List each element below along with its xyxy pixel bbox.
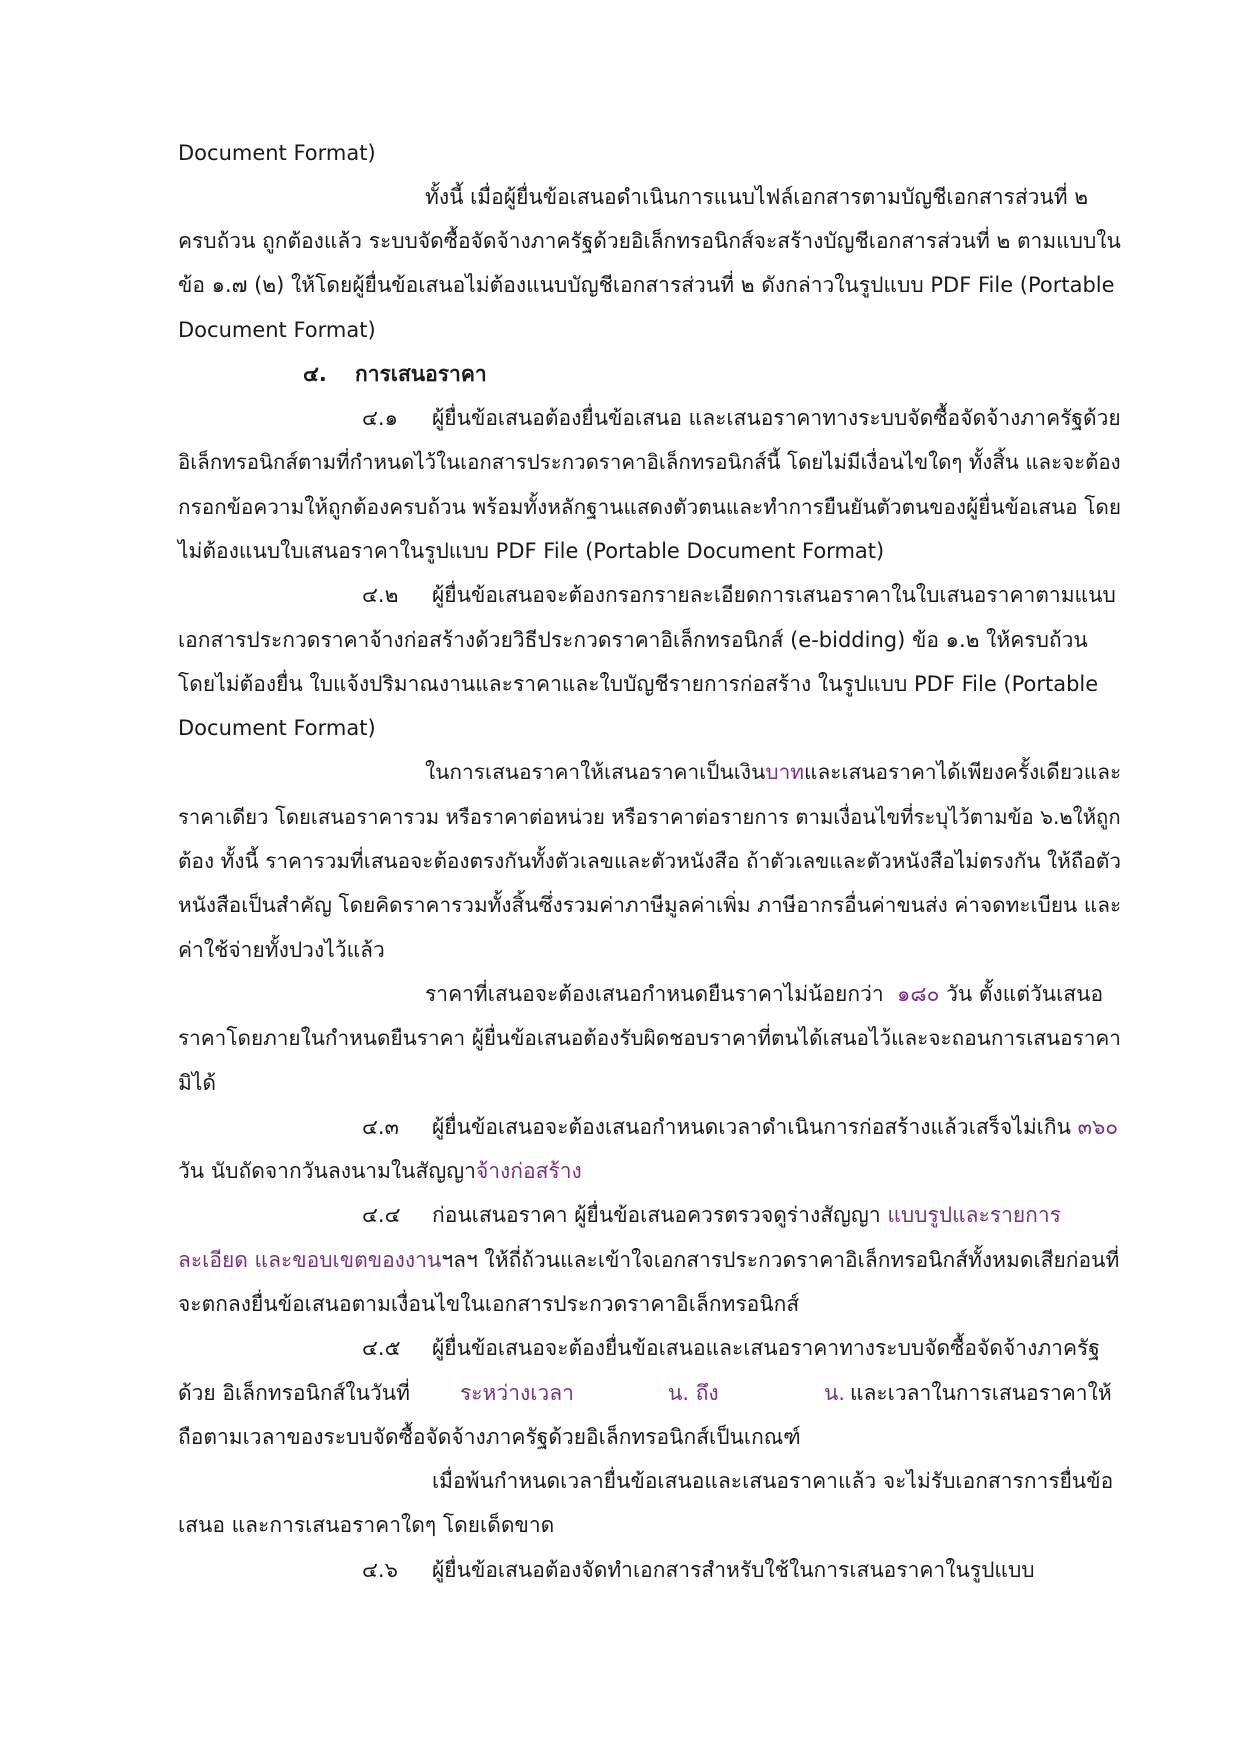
text-span: วัน นับถัดจากวันลงนามในสัญญา <box>178 1159 476 1183</box>
text-line: ราคาเดียว โดยเสนอราคารวม หรือราคาต่อหน่วย หรือราคาต่อรายการ ตามเงื่อนไขที่ระบุไว้ตามข้อ ๖.๒ให้ถูก <box>178 805 1121 829</box>
text-span: ฯลฯ ให้ถี่ถ้วนและเข้าใจเอกสารประกวดราคาอิเล็กทรอนิกส์ทั้งหมดเสียก่อนที่ <box>441 1248 1120 1272</box>
text-line: ผู้ยื่นข้อเสนอจะต้องยื่นข้อเสนอและเสนอราคาทางระบบจัดซื้อจัดจ้างภาครัฐ <box>432 1336 1100 1360</box>
item-number: ๔.๕ <box>362 1336 401 1360</box>
highlight-field: แบบรูปและรายการ <box>887 1203 1061 1227</box>
text-line: และเวลาในการเสนอราคาให้ <box>850 1381 1112 1405</box>
text-line: Document Format) <box>178 318 376 342</box>
highlight-field: จ้างก่อสร้าง <box>475 1159 582 1183</box>
highlight-field: ระหว่างเวลา <box>460 1381 574 1405</box>
text-line: Document Format) <box>178 716 376 740</box>
highlight-field: ๑๘๐ <box>897 982 940 1006</box>
text-line: ราคาโดยภายในกำหนดยืนราคา ผู้ยื่นข้อเสนอต้องรับผิดชอบราคาที่ตนได้เสนอไว้และจะถอนการเสนอราคา <box>178 1026 1121 1050</box>
text-span: และเสนอราคาได้เพียงครั้งเดียวและ <box>804 760 1122 784</box>
text-line: อิเล็กทรอนิกส์ตามที่กำหนดไว้ในเอกสารประกวดราคาอิเล็กทรอนิกส์นี้ โดยไม่มีเงื่อนไขใดๆ ทั้งสิ้น และจะต้อง <box>178 450 1121 474</box>
text-span: ผู้ยื่นข้อเสนอจะต้องเสนอกำหนดเวลาดำเนินการก่อสร้างแล้วเสร็จไม่เกิน <box>432 1115 1071 1139</box>
text-line: ถือตามเวลาของระบบจัดซื้อจัดจ้างภาครัฐด้วยอิเล็กทรอนิกส์เป็นเกณฑ์ <box>178 1425 801 1449</box>
item-number: ๔.๓ <box>362 1115 399 1139</box>
item-number: ๔.๖ <box>362 1558 398 1582</box>
text-span: วัน ตั้งแต่วันเสนอ <box>946 982 1104 1006</box>
text-line <box>432 1200 1061 1230</box>
text-line: ผู้ยื่นข้อเสนอต้องยื่นข้อเสนอ และเสนอราคาทางระบบจัดซื้อจัดจ้างภาครัฐด้วย <box>432 406 1121 430</box>
text-line: ไม่ต้องแนบใบเสนอราคาในรูปแบบ PDF File (Portable Document Format) <box>178 539 885 563</box>
text-span: ก่อนเสนอราคา ผู้ยื่นข้อเสนอควรตรวจดูร่างสัญญา <box>432 1203 881 1227</box>
text-line: ข้อ ๑.๗ (๒) ให้โดยผู้ยื่นข้อเสนอไม่ต้องแนบบัญชีเอกสารส่วนที่ ๒ ดังกล่าวในรูปแบบ PDF File (Portable <box>178 273 1115 297</box>
text-line: มิได้ <box>178 1071 217 1095</box>
item-number: ๔.๑ <box>362 406 398 430</box>
text-line: ด้วย อิเล็กทรอนิกส์ในวันที่ <box>178 1381 411 1405</box>
section-number: ๔. <box>303 362 327 386</box>
text-line: เมื่อพ้นกำหนดเวลายื่นข้อเสนอและเสนอราคาแล้ว จะไม่รับเอกสารการยื่นข้อ <box>432 1469 1114 1493</box>
highlight-field: น. <box>824 1381 846 1405</box>
highlight-field: ๓๖๐ <box>1077 1115 1119 1139</box>
text-line: จะตกลงยื่นข้อเสนอตามเงื่อนไขในเอกสารประกวดราคาอิเล็กทรอนิกส์ <box>178 1292 800 1316</box>
text-line: ค่าใช้จ่ายทั้งปวงไว้แล้ว <box>178 938 385 962</box>
text-line <box>178 1245 1119 1275</box>
text-line: ผู้ยื่นข้อเสนอต้องจัดทำเอกสารสำหรับใช้ในการเสนอราคาในรูปแบบ <box>432 1558 1035 1582</box>
text-line: หนังสือเป็นสำคัญ โดยคิดราคารวมทั้งสิ้นซึ่งรวมค่าภาษีมูลค่าเพิ่ม ภาษีอากรอื่นค่าขนส่ง ค่าจดทะเบียน และ <box>178 893 1122 917</box>
text-line <box>178 1156 582 1186</box>
text-line: Document Format) <box>178 141 376 165</box>
item-number: ๔.๒ <box>362 583 399 607</box>
item-number: ๔.๔ <box>362 1203 401 1227</box>
text-line: ต้อง ทั้งนี้ ราคารวมที่เสนอจะต้องตรงกันทั้งตัวเลขและตัวหนังสือ ถ้าตัวเลขและตัวหนังสือไม่ตรงกัน ให้ถือตัว <box>178 849 1122 873</box>
text-line: โดยไม่ต้องยื่น ใบแจ้งปริมาณงานและราคาและใบบัญชีรายการก่อสร้าง ในรูปแบบ PDF File (Portable <box>178 672 1099 696</box>
text-span: ในการเสนอราคาให้เสนอราคาเป็นเงิน <box>425 760 766 784</box>
section-title: การเสนอราคา <box>355 362 487 386</box>
highlight-field: น. ถึง <box>668 1381 719 1405</box>
highlight-field: บาท <box>765 760 805 784</box>
text-line: กรอกข้อความให้ถูกต้องครบถ้วน พร้อมทั้งหลักฐานแสดงตัวตนและทำการยืนยันตัวตนของผู้ยื่นข้อเสนอ โดย <box>178 495 1121 519</box>
highlight-field: ละเอียด และขอบเขตของงาน <box>178 1248 442 1272</box>
text-line: เอกสารประกวดราคาจ้างก่อสร้างด้วยวิธีประกวดราคาอิเล็กทรอนิกส์ (e-bidding) ข้อ ๑.๒ ให้ครบถ้วน <box>178 628 1088 652</box>
text-line: ผู้ยื่นข้อเสนอจะต้องกรอกรายละเอียดการเสนอราคาในใบเสนอราคาตามแนบ <box>432 583 1116 607</box>
text-line <box>425 979 1103 1009</box>
text-line <box>432 1112 1118 1142</box>
text-line <box>425 757 1121 787</box>
text-line: ครบถ้วน ถูกต้องแล้ว ระบบจัดซื้อจัดจ้างภาครัฐด้วยอิเล็กทรอนิกส์จะสร้างบัญชีเอกสารส่วนที่ ๒ ตามแบบใน <box>178 229 1121 253</box>
text-line: เสนอ และการเสนอราคาใดๆ โดยเด็ดขาด <box>178 1513 555 1537</box>
text-span: ราคาที่เสนอจะต้องเสนอกำหนดยืนราคาไม่น้อยกว่า <box>425 982 884 1006</box>
text-line: ทั้งนี้ เมื่อผู้ยื่นข้อเสนอดำเนินการแนบไฟล์เอกสารตามบัญชีเอกสารส่วนที่ ๒ <box>425 185 1089 209</box>
